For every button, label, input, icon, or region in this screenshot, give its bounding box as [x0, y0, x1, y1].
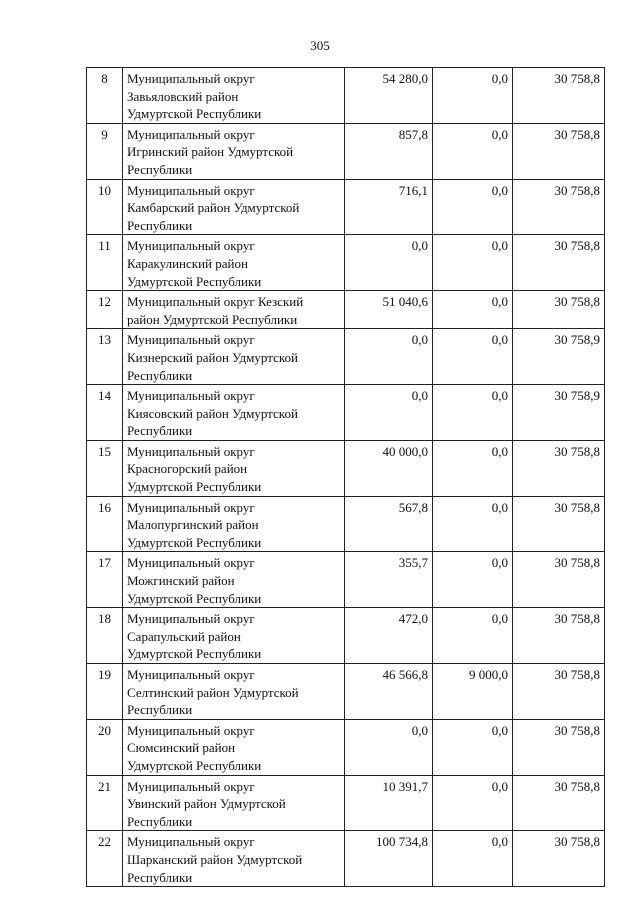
- value-col3-cell: 30 758,8: [513, 775, 605, 831]
- value-col3-cell: 30 758,8: [513, 719, 605, 775]
- table-row: [87, 552, 605, 608]
- table-row: [87, 831, 605, 887]
- row-number-cell: 17: [87, 552, 123, 608]
- table-row: [87, 385, 605, 441]
- value-col1-cell: 355,7: [345, 552, 433, 608]
- value-col2-cell: 0,0: [433, 235, 513, 291]
- value-col1-cell: 857,8: [345, 123, 433, 179]
- table-row: [87, 719, 605, 775]
- value-col2-cell: 0,0: [433, 385, 513, 441]
- value-col1-cell: 0,0: [345, 329, 433, 385]
- value-col1-cell: 10 391,7: [345, 775, 433, 831]
- value-col2-cell: 0,0: [433, 552, 513, 608]
- value-col2-cell: 0,0: [433, 608, 513, 664]
- value-col2-cell: 0,0: [433, 775, 513, 831]
- table-row: [87, 496, 605, 552]
- value-col3-cell: 30 758,8: [513, 552, 605, 608]
- value-col1-cell: 0,0: [345, 719, 433, 775]
- value-col3-cell: 30 758,8: [513, 664, 605, 720]
- value-col1-cell: 472,0: [345, 608, 433, 664]
- value-col1-cell: 716,1: [345, 179, 433, 235]
- table-row: [87, 235, 605, 291]
- row-number-cell: 21: [87, 775, 123, 831]
- value-col1-cell: 40 000,0: [345, 440, 433, 496]
- row-number-cell: 22: [87, 831, 123, 887]
- value-col3-cell: 30 758,9: [513, 385, 605, 441]
- table-row: [87, 775, 605, 831]
- municipal-table: [86, 67, 605, 887]
- value-col3-cell: 30 758,8: [513, 831, 605, 887]
- value-col3-cell: 30 758,8: [513, 235, 605, 291]
- municipality-name-cell: Муниципальный округ Завьяловский район Удмуртской Республики: [123, 68, 345, 124]
- value-col2-cell: 0,0: [433, 831, 513, 887]
- row-number-cell: 15: [87, 440, 123, 496]
- table-row: [87, 123, 605, 179]
- municipality-name-cell: Муниципальный округ Малопургинский район Удмуртской Республики: [123, 496, 345, 552]
- value-col1-cell: 51 040,6: [345, 291, 433, 329]
- value-col2-cell: 0,0: [433, 123, 513, 179]
- municipality-name-cell: Муниципальный округ Каракулинский район Удмуртской Республики: [123, 235, 345, 291]
- value-col1-cell: 0,0: [345, 235, 433, 291]
- value-col1-cell: 46 566,8: [345, 664, 433, 720]
- value-col3-cell: 30 758,8: [513, 123, 605, 179]
- municipality-name-cell: Муниципальный округ Киясовский район Удмуртской Республики: [123, 385, 345, 441]
- table-row: [87, 608, 605, 664]
- municipality-name-cell: Муниципальный округ Шарканский район Удмуртской Республики: [123, 831, 345, 887]
- municipality-name-cell: Муниципальный округ Игринский район Удмуртской Республики: [123, 123, 345, 179]
- municipality-name-cell: Муниципальный округ Кезский район Удмуртской Республики: [123, 291, 345, 329]
- municipality-name-cell: Муниципальный округ Увинский район Удмуртской Республики: [123, 775, 345, 831]
- value-col2-cell: 0,0: [433, 440, 513, 496]
- value-col2-cell: 0,0: [433, 329, 513, 385]
- value-col2-cell: 9 000,0: [433, 664, 513, 720]
- municipality-name-cell: Муниципальный округ Селтинский район Удмуртской Республики: [123, 664, 345, 720]
- value-col2-cell: 0,0: [433, 179, 513, 235]
- municipality-name-cell: Муниципальный округ Можгинский район Удмуртской Республики: [123, 552, 345, 608]
- value-col3-cell: 30 758,8: [513, 291, 605, 329]
- value-col1-cell: 54 280,0: [345, 68, 433, 124]
- value-col3-cell: 30 758,9: [513, 329, 605, 385]
- row-number-cell: 18: [87, 608, 123, 664]
- row-number-cell: 9: [87, 123, 123, 179]
- value-col1-cell: 100 734,8: [345, 831, 433, 887]
- value-col2-cell: 0,0: [433, 719, 513, 775]
- row-number-cell: 13: [87, 329, 123, 385]
- municipality-name-cell: Муниципальный округ Сарапульский район Удмуртской Республики: [123, 608, 345, 664]
- table-row: [87, 68, 605, 124]
- municipality-name-cell: Муниципальный округ Кизнерский район Удмуртской Республики: [123, 329, 345, 385]
- row-number-cell: 19: [87, 664, 123, 720]
- table-row: [87, 329, 605, 385]
- municipality-name-cell: Муниципальный округ Красногорский район Удмуртской Республики: [123, 440, 345, 496]
- row-number-cell: 20: [87, 719, 123, 775]
- row-number-cell: 10: [87, 179, 123, 235]
- municipality-name-cell: Муниципальный округ Камбарский район Удмуртской Республики: [123, 179, 345, 235]
- row-number-cell: 16: [87, 496, 123, 552]
- row-number-cell: 14: [87, 385, 123, 441]
- municipality-name-cell: Муниципальный округ Сюмсинский район Удмуртской Республики: [123, 719, 345, 775]
- table-row: [87, 440, 605, 496]
- value-col1-cell: 0,0: [345, 385, 433, 441]
- value-col3-cell: 30 758,8: [513, 440, 605, 496]
- table-row: [87, 179, 605, 235]
- page-number: 305: [310, 38, 330, 53]
- value-col3-cell: 30 758,8: [513, 179, 605, 235]
- value-col3-cell: 30 758,8: [513, 68, 605, 124]
- row-number-cell: 11: [87, 235, 123, 291]
- value-col3-cell: 30 758,8: [513, 608, 605, 664]
- table-row: [87, 291, 605, 329]
- value-col2-cell: 0,0: [433, 68, 513, 124]
- row-number-cell: 8: [87, 68, 123, 124]
- table-row: [87, 664, 605, 720]
- row-number-cell: 12: [87, 291, 123, 329]
- value-col2-cell: 0,0: [433, 291, 513, 329]
- value-col3-cell: 30 758,8: [513, 496, 605, 552]
- value-col1-cell: 567,8: [345, 496, 433, 552]
- value-col2-cell: 0,0: [433, 496, 513, 552]
